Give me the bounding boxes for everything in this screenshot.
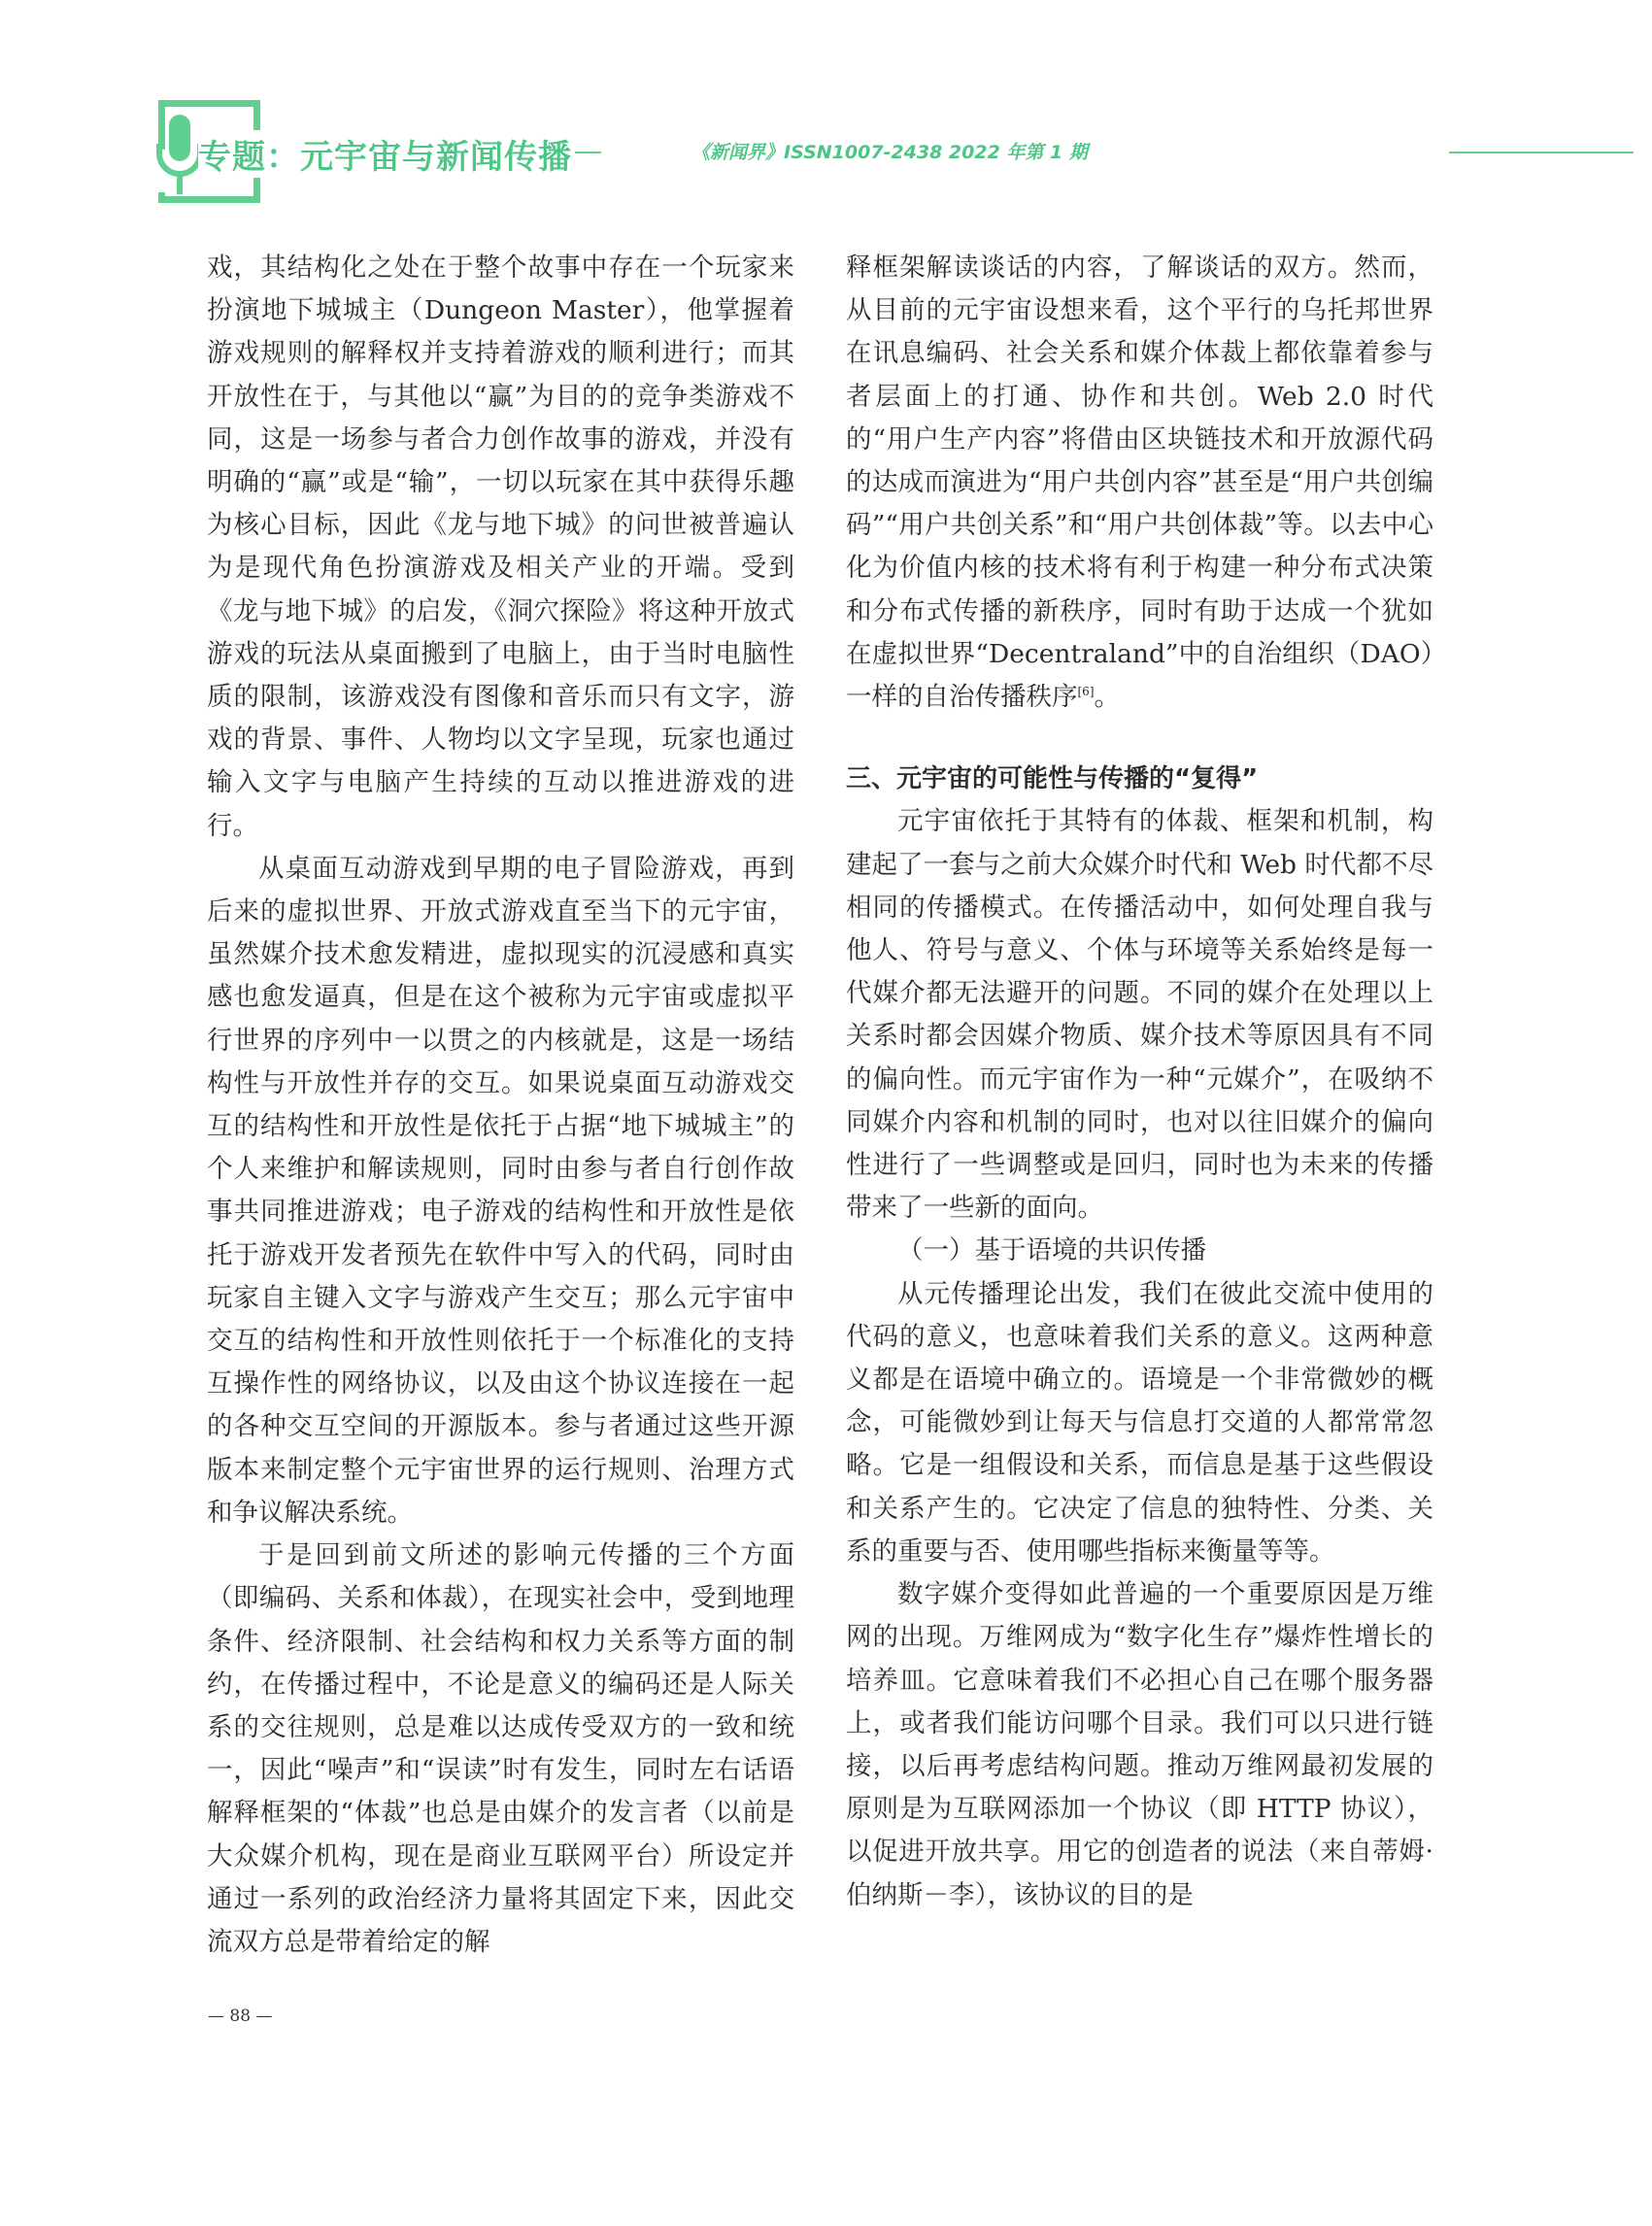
page-number: — 88 —	[208, 2007, 273, 2026]
section-title: 专题：元宇宙与新闻传播	[198, 130, 580, 178]
paragraph: 于是回到前文所述的影响元传播的三个方面（即编码、关系和体裁），在现实社会中，受到地理条件、经济限制、社会结构和权力关系等方面的制约，在传播过程中，不论是意义的编码还是人际关系的交往规则，总是难以达成传受双方的一致和统一，因此“噪声”和“误读”时有发生，同时左右话语解释框架的“体裁”也总是由媒介的发言者（以前是大众媒介机构，现在是商业互联网平台）所设定并通过一系列的政治经济力量将其固定下来，因此交流双方总是带着给定的解	[207, 1540, 794, 1957]
paragraph: 从桌面互动游戏到早期的电子冒险游戏，再到后来的虚拟世界、开放式游戏直至当下的元宇宙，虽然媒介技术愈发精进，虚拟现实的沉浸感和真实感也愈发逼真，但是在这个被称为元宇宙或虚拟平行世界的序列中一以贯之的内核就是，这是一场结构性与开放性并存的交互。如果说桌面互动游戏交互的结构性和开放性是依托于占据“地下城城主”的个人来维护和解读规则，同时由参与者自行创作故事共同推进游戏；电子游戏的结构性和开放性是依托于游戏开发者预先在软件中写入的代码，同时由玩家自主键入文字与游戏产生交互；那么元宇宙中交互的结构性和开放性则依托于一个标准化的支持互操作性的网络协议，以及由这个协议连接在一起的各种交互空间的开源版本。参与者通过这些开源版本来制定整个元宇宙世界的运行规则、治理方式和争议解决系统。	[207, 853, 794, 1528]
journal-info: 《新闻界》ISSN1007-2438 2022 年第 1 期	[691, 142, 1088, 163]
section-heading: 三、元宇宙的可能性与传播的“复得”	[846, 764, 1259, 794]
paragraph: 从元传播理论出发，我们在彼此交流中使用的代码的意义，也意味着我们关系的意义。这两种意义都是在语境中确立的。语境是一个非常微妙的概念，可能微妙到让每天与信息打交道的人都常常忽略。它是一组假设和关系，而信息是基于这些假设和关系产生的。它决定了信息的独特性、分类、关系的重要与否、使用哪些指标来衡量等等。	[846, 1278, 1433, 1567]
paragraph	[846, 247, 1433, 719]
header-rule-right	[1449, 152, 1634, 153]
paragraph: 数字媒介变得如此普遍的一个重要原因是万维网的出现。万维网成为“数字化生存”爆炸性增长的培养皿。它意味着我们不必担心自己在哪个服务器上，或者我们能访问哪个目录。我们可以只进行链接，以后再考虑结构问题。推动万维网最初发展的原则是为互联网添加一个协议（即 HTTP 协议），以促进开放共享。用它的创造者的说法（来自蒂姆·伯纳斯－李），该协议的目的是	[846, 1579, 1433, 1910]
citation-ref: [6]	[1077, 685, 1095, 699]
right-column	[846, 247, 1433, 1917]
paragraph-text: 释框架解读谈话的内容，了解谈话的双方。然而，从目前的元宇宙设想来看，这个平行的乌托邦世界在讯息编码、社会关系和媒介体裁上都依靠着参与者层面上的打通、协作和共创。Web 2.0 时代的“用户生产内容”将借由区块链技术和开放源代码的达成而演进为“用户共创内容”甚至是“用户共创编码”“用户共创关系”和“用户共创体裁”等。以去中心化为价值内核的技术将有利于构建一种分布式决策和分布式传播的新秩序，同时有助于达成一个犹如在虚拟世界“Decentraland”中的自治组织（DAO）一样的自治传播秩序	[846, 253, 1433, 713]
left-column	[207, 247, 794, 1964]
sub-heading: （一）基于语境的共识传播	[897, 1235, 1206, 1266]
header-rule-left	[575, 152, 601, 153]
paragraph-end: 。	[1094, 682, 1120, 713]
paragraph: 元宇宙依托于其特有的体裁、框架和机制，构建起了一套与之前大众媒介时代和 Web 时代都不尽相同的传播模式。在传播活动中，如何处理自我与他人、符号与意义、个体与环境等关系始终是每一代媒介都无法避开的问题。不同的媒介在处理以上关系时都会因媒介物质、媒介技术等原因具有不同的偏向性。而元宇宙作为一种“元媒介”，在吸纳不同媒介内容和机制的同时，也对以往旧媒介的偏向性进行了一些调整或是回归，同时也为未来的传播带来了一些新的面向。	[846, 806, 1433, 1224]
paragraph: 戏，其结构化之处在于整个故事中存在一个玩家来扮演地下城城主（Dungeon Master），他掌握着游戏规则的解释权并支持着游戏的顺利进行；而其开放性在于，与其他以“赢”为目的的竞争类游戏不同，这是一场参与者合力创作故事的游戏，并没有明确的“赢”或是“输”，一切以玩家在其中获得乐趣为核心目标，因此《龙与地下城》的问世被普遍认为是现代角色扮演游戏及相关产业的开端。受到《龙与地下城》的启发，《洞穴探险》将这种开放式游戏的玩法从桌面搬到了电脑上，由于当时电脑性质的限制，该游戏没有图像和音乐而只有文字，游戏的背景、事件、人物均以文字呈现，玩家也通过输入文字与电脑产生持续的互动以推进游戏的进行。	[207, 253, 794, 841]
